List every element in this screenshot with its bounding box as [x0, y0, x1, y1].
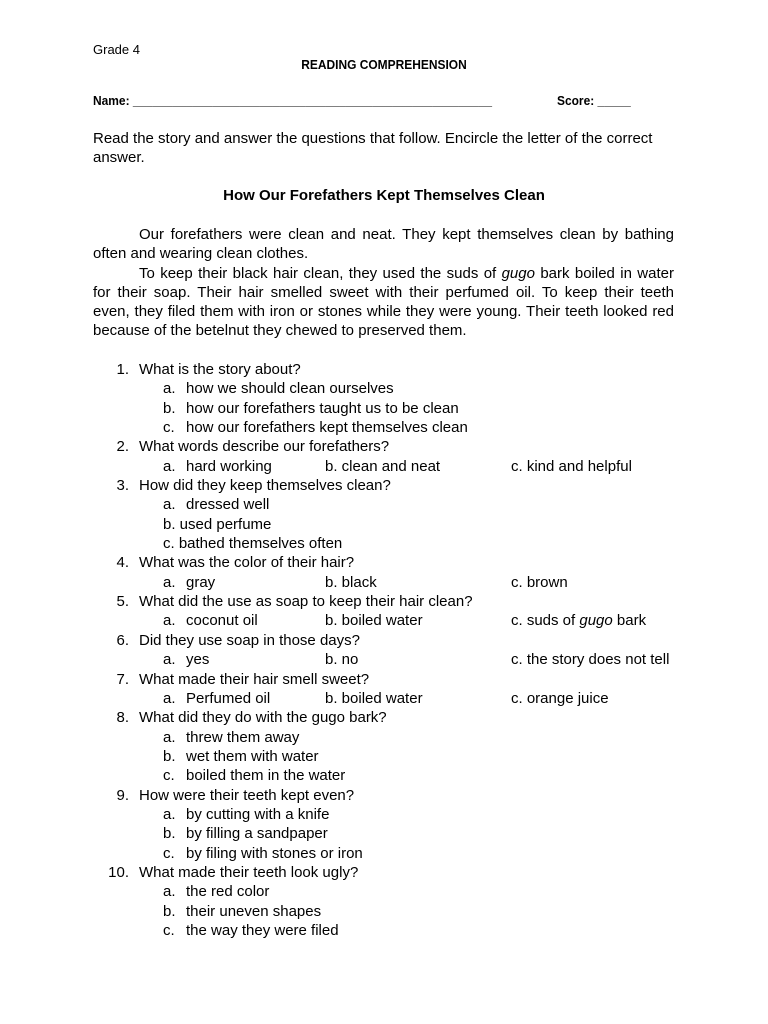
question-item	[0, 786, 768, 863]
question-row	[0, 786, 768, 805]
choice-text	[186, 921, 339, 940]
choice-text-part: gray	[186, 573, 216, 591]
choice-text	[186, 457, 272, 476]
choice-text	[186, 399, 459, 418]
choice-row	[0, 805, 768, 824]
choice-text-part: Perfumed oil	[186, 689, 271, 707]
choice-text-part: their uneven shapes	[186, 902, 322, 920]
choice-text	[186, 728, 299, 747]
question-row	[0, 863, 768, 882]
story-italic-word: gugo	[501, 264, 535, 282]
choice-row	[0, 457, 768, 476]
choice-row	[0, 418, 768, 437]
choice-text-part: wet them with water	[186, 747, 319, 765]
choice-text	[186, 650, 209, 669]
choice-text	[511, 574, 568, 591]
choice-letter: b.	[163, 399, 176, 417]
choice-letter: a.	[163, 728, 176, 746]
choice-letter: b.	[163, 902, 176, 920]
question-text: What did the use as soap to keep their hair clean?	[139, 593, 473, 611]
choice-row	[0, 844, 768, 863]
choice-text-part: b. black	[325, 573, 377, 591]
question-row	[0, 631, 768, 650]
choice-row	[0, 650, 768, 669]
choice-text	[186, 747, 319, 766]
choice-text	[186, 902, 321, 921]
question-item	[0, 592, 768, 631]
question-text: Did they use soap in those days?	[139, 631, 360, 649]
question-number: 2.	[116, 438, 129, 456]
choice-text-part: by cutting with a knife	[186, 805, 330, 823]
choice-text-part: c. bathed themselves often	[163, 535, 343, 553]
choice-row	[0, 824, 768, 843]
question-item	[0, 437, 768, 476]
choice-text	[325, 651, 358, 668]
choice-text	[186, 824, 328, 843]
choice-text	[186, 805, 329, 824]
question-row	[0, 708, 768, 727]
question-row	[0, 592, 768, 611]
choice-text-part: dressed well	[186, 496, 270, 514]
answer-choice[interactable]	[325, 650, 358, 669]
choice-row	[0, 611, 768, 630]
grade-label: Grade 4	[93, 42, 140, 57]
question-text: How did they keep themselves clean?	[139, 477, 391, 495]
choice-text	[186, 495, 269, 514]
choice-text-part: hard working	[186, 457, 272, 475]
choice-text-part: threw them away	[186, 728, 300, 746]
choice-text-part: bark	[612, 612, 647, 630]
choice-letter: b.	[163, 825, 176, 843]
choice-text-part: b. boiled water	[325, 612, 423, 630]
question-item	[0, 708, 768, 785]
answer-choice[interactable]	[511, 573, 568, 592]
choice-text-part: by filing with stones or iron	[186, 844, 363, 862]
choice-letter: a.	[163, 457, 176, 475]
choice-text-part: yes	[186, 651, 210, 669]
choice-text-part: c. suds of	[511, 612, 580, 630]
choice-text	[163, 535, 342, 552]
question-number: 9.	[116, 786, 129, 804]
choice-row	[0, 534, 768, 553]
choice-letter: a.	[163, 496, 176, 514]
choice-letter: a.	[163, 380, 176, 398]
question-item	[0, 670, 768, 709]
question-text: What words describe our forefathers?	[139, 438, 390, 456]
choice-row	[0, 766, 768, 785]
choice-italic-word: gugo	[579, 612, 613, 630]
answer-choice[interactable]	[325, 573, 377, 592]
choice-text-part: the way they were filed	[186, 921, 339, 939]
choice-letter: a.	[163, 651, 176, 669]
question-row	[0, 670, 768, 689]
answer-choice[interactable]	[325, 457, 440, 476]
story-text: To keep their black hair clean, they used the suds of	[139, 264, 502, 282]
choice-text	[186, 766, 345, 785]
answer-choice[interactable]	[511, 650, 669, 669]
choice-letter: c.	[163, 419, 175, 437]
question-item	[0, 863, 768, 940]
choice-text-part: how we should clean ourselves	[186, 380, 394, 398]
question-text: What was the color of their hair?	[139, 554, 355, 572]
choice-row	[0, 921, 768, 940]
question-item	[0, 476, 768, 553]
question-number: 10.	[108, 863, 129, 881]
choice-text	[163, 516, 271, 533]
choice-text-part: boiled them in the water	[186, 767, 346, 785]
choice-letter: a.	[163, 883, 176, 901]
answer-choice[interactable]	[163, 515, 271, 534]
question-number: 1.	[116, 361, 129, 378]
question-item	[0, 631, 768, 670]
question-number: 4.	[116, 554, 129, 572]
choice-text-part: the red color	[186, 883, 270, 901]
story-text: bark boiled in water for their soap. Their hair smelled sweet with their perfumed oil. To keep their teeth even, they filed them with iron or stones while they were young. Their teeth looked red because of the betelnut they chewed to preserved them.	[93, 264, 674, 340]
question-item	[0, 553, 768, 592]
choice-row	[0, 573, 768, 592]
choice-row	[0, 902, 768, 921]
choice-text-part: how our forefathers taught us to be clean	[186, 399, 459, 417]
choice-text	[186, 418, 468, 437]
choice-text-part: c. orange juice	[511, 689, 609, 707]
choice-letter: a.	[163, 805, 176, 823]
choice-row	[0, 728, 768, 747]
question-row	[0, 476, 768, 495]
answer-choice[interactable]	[325, 689, 423, 708]
choice-row	[0, 515, 768, 534]
choice-text	[186, 882, 269, 901]
choice-row	[0, 882, 768, 901]
question-number: 3.	[116, 477, 129, 495]
instructions-text: Read the story and answer the questions that follow. Encircle the letter of the correct answer.	[93, 130, 653, 166]
name-field-label: Name: ______________________________________________________	[93, 93, 493, 108]
choice-letter: a.	[163, 573, 176, 591]
choice-text-part: b. clean and neat	[325, 457, 441, 475]
choice-text	[186, 689, 270, 708]
choice-letter: a.	[163, 689, 176, 707]
question-row	[0, 360, 768, 379]
choice-text	[186, 611, 258, 630]
answer-choice[interactable]	[511, 689, 609, 708]
question-text: What did they do with the gugo bark?	[139, 709, 387, 727]
story-paragraph-2	[93, 264, 674, 341]
question-list	[0, 360, 768, 940]
choice-row	[0, 495, 768, 514]
score-field-label: Score: _____	[557, 93, 631, 108]
choice-text-part: c. the story does not tell	[511, 651, 670, 669]
question-number: 7.	[116, 670, 129, 688]
choice-text-part: c. kind and helpful	[511, 457, 632, 475]
document-title: READING COMPREHENSION	[301, 57, 467, 72]
question-text: What is the story about?	[139, 361, 301, 378]
choice-text	[186, 844, 363, 863]
choice-row	[0, 689, 768, 708]
choice-text	[511, 458, 632, 475]
choice-text-part: coconut oil	[186, 612, 258, 630]
answer-choice[interactable]	[325, 611, 423, 630]
answer-choice[interactable]	[511, 457, 632, 476]
question-number: 5.	[116, 593, 129, 611]
choice-text-part: b. boiled water	[325, 689, 423, 707]
question-text: What made their hair smell sweet?	[139, 670, 370, 688]
choice-text	[511, 612, 646, 629]
question-number: 6.	[116, 631, 129, 649]
choice-text	[511, 690, 609, 707]
question-row	[0, 553, 768, 572]
story-paragraph-1: Our forefathers were clean and neat. They kept themselves clean by bathing often and wearing clean clothes.	[93, 226, 674, 263]
answer-choice[interactable]	[163, 534, 342, 553]
question-number: 8.	[116, 709, 129, 727]
choice-text	[186, 379, 394, 398]
question-row	[0, 437, 768, 456]
story-body	[93, 225, 674, 341]
choice-text	[325, 458, 440, 475]
choice-letter: a.	[163, 612, 176, 630]
choice-text-part: by filling a sandpaper	[186, 825, 328, 843]
choice-text-part: how our forefathers kept themselves clean	[186, 419, 468, 437]
choice-letter: c.	[163, 767, 175, 785]
choice-text	[325, 690, 423, 707]
choice-text	[325, 574, 377, 591]
choice-text-part: c. brown	[511, 573, 568, 591]
choice-text	[325, 612, 423, 629]
story-title: How Our Forefathers Kept Themselves Clean	[223, 187, 545, 204]
answer-choice[interactable]	[511, 611, 646, 630]
question-text: How were their teeth kept even?	[139, 786, 355, 804]
choice-letter: c.	[163, 921, 175, 939]
choice-letter: b.	[163, 747, 176, 765]
choice-text	[511, 651, 669, 668]
choice-row	[0, 379, 768, 398]
choice-letter: c.	[163, 844, 175, 862]
choice-text	[186, 573, 215, 592]
question-text: What made their teeth look ugly?	[139, 863, 359, 881]
question-item	[0, 360, 768, 437]
choice-row	[0, 399, 768, 418]
choice-text-part: b. used perfume	[163, 515, 272, 533]
choice-text-part: b. no	[325, 651, 359, 669]
choice-row	[0, 747, 768, 766]
